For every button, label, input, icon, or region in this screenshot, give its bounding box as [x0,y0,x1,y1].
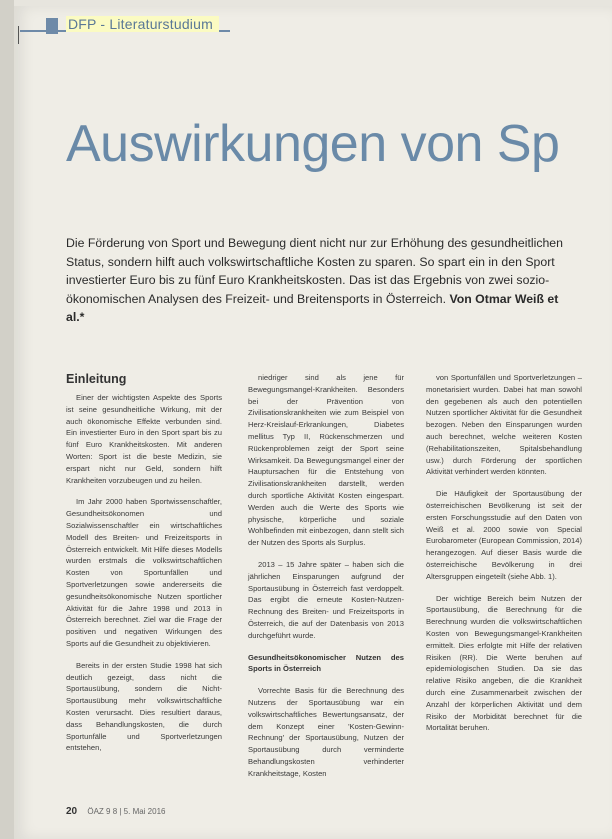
lead-text: Die Förderung von Sport und Bewegung dient nicht nur zur Erhöhung des gesundheitlichen Status, sondern hilft auch volkswirtschaftliche Kosten zu sparen. So spart ein in den Sport investierter Euro bis zu fünf Euro Krankheitskosten. Das ist das Ergebnis von zwei sozio-ökonomischen Analysen des Freizeit- und Breitensports in Österreich. [66,236,563,306]
paragraph: 2013 – 15 Jahre später – haben sich die jährlichen Einsparungen aufgrund der Sportausübung in Österreich fast verdoppelt. Das ergibt die erneute Kosten-Nutzen-Rechnung des Breiten- und Freizeitsports in Österreich, die auf der Datenbasis von 2013 durchgeführt wurde. [248,559,404,640]
text-column-2 [248,372,404,790]
issue-info: ÖAZ 9 8 | 5. Mai 2016 [87,807,166,816]
author-byline: Von Otmar Weiß et al.* [66,291,559,325]
subheading: Gesundheitsökonomischer Nutzen des Sports in Österreich [248,652,404,674]
paragraph: Vorrechte Basis für die Berechnung des Nutzens der Sportausübung war ein volkswirtschaftliches Bewertungsansatz, der dem Konzept einer 'Kosten-Gewinn-Rechnung' der Sportausübung, Nutzen der Sportausübung durch verminderte Behandlungskosten verhinderter Krankheitstage, Kosten [248,686,404,778]
paragraph: Die Häufigkeit der Sportausübung der österreichischen Bevölkerung ist seit der ersten Forschungsstudie auf den Daten von Weiß et al. 2000 sowie von Special Eurobarometer (European Commission, 2014) herangezogen. Auf dieser Basis wurde die österreichische Bevölkerung in drei Altersgruppen eingeteilt (siehe Abb. 1). [426,489,582,581]
page-number: 20 [66,806,78,817]
text-column-1 [66,392,222,764]
section-label: DFP - Literaturstudium [66,16,219,32]
paragraph: niedriger sind als jene für Bewegungsmangel-Krankheiten. Besonders bei der Prävention von Zivilisationskrankheiten wie zum Beispiel von Herz-Kreislauf-Erkrankungen, Diabetes mellitus Typ II, Rückenschmerzen und Rückenproblemen zeigt der Sport seine Wirksamkeit. Da Bewegungsmangel einer der Hauptursachen für die Entstehung von Zivilisationskrankheiten darstellt, werden durch sportliche Aktivität Kosten eingespart. Werden auch die Werte des Sports wie physische, körperliche und soziale Wohlbefinden mit einbezogen, dann stellt sich der Nutzen des Sports als Surplus. [248,373,404,548]
section-heading-intro: Einleitung [66,372,127,386]
spine-marker [18,26,19,44]
paragraph: Einer der wichtigsten Aspekte des Sports ist seine gesundheitliche Wirkung, mit der auch ökonomische Effekte verbunden sind. Ein investierter Euro in den Sport spart bis zu fünf Euro Krankheitskosten. Mit anderen Worten: Sport ist die beste Medizin, sie erspart nicht nur Geld, sondern hilft Krankheiten vorzubeugen und zu heilen. [66,393,222,485]
paragraph: Im Jahr 2000 haben Sportwissenschaftler, Gesundheitsökonomen und Sozialwissenschaftler ein wirtschaftliches Modell des Breiten- und Freizeitsports in Österreich entwickelt. Mit Hilfe dieses Modells wurden erstmals die volkswirtschaftlichen Kosten von Sportunfällen und Sportverletzungen sowie andererseits die gesundheitsökonomische Nutzen sportlicher Aktivität für die Jahre 1998 und 2013 in Österreich berechnet. Ziel war die Frage der positiven und negativen Wirkungen des Sports auf die Gesundheit zu objektivieren. [66,497,222,648]
paragraph: von Sportunfällen und Sportverletzungen – monetarisiert wurden. Dabei hat man sowohl den gegebenen als auch den potentiellen Nutzen sportlicher Aktivität für die Gesundheit bezogen. Neben den Einsparungen wurden auch berechnet, welche weiteren Kosten (Rehabilitationszeiten, Spitalsbehandlung usw.) durch Förderung der sportlichen Aktivität verhindert werden könnten. [426,373,582,477]
book-spine [0,0,14,839]
paragraph: Der wichtige Bereich beim Nutzen der Sportausübung, die Berechnung für die Berechnung wurden die volkswirtschaftlichen Kosten von Bewegungsmangel-Krankheiten ermittelt. Dies erfolgte mit Hilfe der relativen Risiken (RR). Die Werte beruhen auf epidemiologischen Studien. Da sie das relative Risiko angeben, die die Krankheit durch eine Zusammenarbeit zwischen der Anzahl der körperlichen Aktivität und dem Risiko der Morbidität berechnet für die Mortalität beruhen. [426,593,582,733]
paragraph: Bereits in der ersten Studie 1998 hat sich deutlich gezeigt, dass nicht die Sportausübung, sondern die Nicht-Sportausübung mehr volkswirtschaftliche Kosten verursacht. Dies resultiert daraus, dass Behandlungskosten, die durch Sportunfälle und Sportverletzungen entstehen, [66,660,222,753]
article-title: Auswirkungen von Sp [66,115,560,173]
article-lead [66,234,566,327]
text-column-3 [426,372,582,744]
page-footer [66,806,165,817]
